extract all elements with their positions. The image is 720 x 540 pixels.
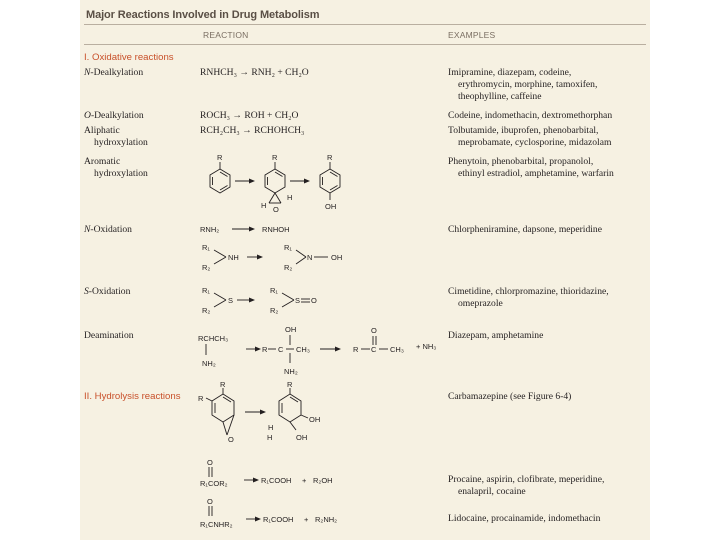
reaction-name-deamination: Deamination — [84, 330, 134, 341]
reaction-n-dealkylation: RNHCH₃ → RNH₂ + CH₂O — [200, 67, 309, 78]
chem-label: R — [287, 380, 293, 389]
chem-label: R — [272, 153, 278, 162]
chem-label: O — [228, 435, 234, 444]
column-header-reaction: REACTION — [203, 30, 249, 40]
examples-o-dealkylation: Codeine, indomethacin, dextromethorphan — [448, 110, 613, 121]
chem-label: O — [207, 458, 213, 467]
chem-label: N — [307, 253, 313, 262]
examples-aromatic-hydroxylation: Phenytoin, phenobarbital, propanolol, ethinyl estradiol, amphetamine, warfarin — [448, 156, 614, 179]
chem-label: R — [327, 153, 333, 162]
chem-label: R₁ — [270, 286, 278, 295]
chem-label: R₁COOH — [261, 476, 292, 485]
chem-label: S — [295, 296, 301, 305]
hydrolysis-ester-scheme — [198, 458, 398, 498]
chem-label: R₁COR₂ — [200, 479, 228, 488]
chem-label: R₂ — [202, 263, 211, 272]
chem-label: OH — [309, 415, 321, 424]
chem-label: NH₂ — [202, 359, 216, 368]
chem-label: OH — [325, 202, 337, 211]
section-oxidative: I. Oxidative reactions — [84, 52, 174, 63]
chem-label: H — [267, 433, 273, 442]
reaction-aliphatic-hydroxylation: RCH₂CH₃ → RCHOHCH₃ — [200, 125, 305, 136]
reaction-o-dealkylation: ROCH₃ → ROH + CH₂O — [200, 110, 299, 121]
examples-hydrolysis-amide: Lidocaine, procainamide, indomethacin — [448, 513, 601, 524]
chem-label: RNHOH — [262, 225, 290, 234]
chem-label: NH₂ — [284, 367, 298, 376]
chem-label: H — [287, 193, 293, 202]
reaction-name-o-dealkylation: O-Dealkylation — [84, 110, 144, 121]
examples-aliphatic-hydroxylation: Tolbutamide, ibuprofen, phenobarbital, meprobamate, cyclosporine, midazolam — [448, 125, 612, 148]
reaction-name-aliphatic-hydroxylation: Aliphatic hydroxylation — [84, 125, 148, 148]
section-hydrolysis: II. Hydrolysis reactions — [84, 391, 181, 402]
chem-label: R — [198, 394, 204, 403]
chem-label: H — [268, 423, 274, 432]
deamination-scheme — [198, 322, 448, 382]
table-panel — [80, 0, 650, 540]
chem-label: CH₃ — [390, 345, 404, 354]
s-oxidation-scheme — [200, 283, 350, 323]
examples-deamination: Diazepam, amphetamine — [448, 330, 544, 341]
chem-label: OH — [285, 325, 297, 334]
chem-label: C — [278, 345, 284, 354]
header-rule-top — [84, 24, 646, 25]
chem-label: OH — [296, 433, 308, 442]
chem-label: R₁ — [202, 243, 210, 252]
chem-label: R₂ — [284, 263, 293, 272]
reaction-name-aromatic-hydroxylation: Aromatic hydroxylation — [84, 156, 148, 179]
chem-label: R₁ — [202, 286, 210, 295]
chem-label: R — [262, 345, 268, 354]
aromatic-hydroxylation-scheme — [195, 150, 425, 220]
chem-label: CH₃ — [296, 345, 310, 354]
chem-label: R — [353, 345, 359, 354]
examples-hydrolysis-epoxide: Carbamazepine (see Figure 6-4) — [448, 391, 572, 402]
header-rule-bottom — [84, 44, 646, 45]
reaction-name-n-dealkylation: N-Dealkylation — [84, 67, 144, 78]
chem-label: R₂OH — [313, 476, 333, 485]
chem-label: + NH₃ — [416, 342, 437, 351]
chem-label: O — [311, 296, 317, 305]
chem-label: R — [217, 153, 223, 162]
chem-label: C — [371, 345, 377, 354]
chem-label: + — [304, 515, 309, 524]
chem-label: H — [261, 201, 267, 210]
chem-label: R₁COOH — [263, 515, 294, 524]
chem-label: R₂ — [270, 306, 279, 315]
examples-n-oxidation: Chlorpheniramine, dapsone, meperidine — [448, 224, 602, 235]
n-oxidation-scheme — [200, 220, 430, 280]
chem-label: O — [273, 205, 279, 214]
chem-label: + — [302, 476, 307, 485]
chem-label: R₂ — [202, 306, 211, 315]
examples-hydrolysis-ester: Procaine, aspirin, clofibrate, meperidine, enalapril, cocaine — [448, 474, 605, 497]
chem-label: S — [228, 296, 234, 305]
chem-label: RCHCH₃ — [198, 334, 229, 343]
chem-label: NH — [228, 253, 239, 262]
examples-s-oxidation: Cimetidine, chlorpromazine, thioridazine, omeprazole — [448, 286, 609, 309]
examples-n-dealkylation: Imipramine, diazepam, codeine, erythromycin, morphine, tamoxifen, theophylline, caffeine — [448, 67, 598, 102]
chem-label: O — [207, 497, 213, 506]
chem-label: R₂NH₂ — [315, 515, 338, 524]
hydrolysis-epoxide-scheme — [198, 382, 338, 452]
chem-label: R₁ — [284, 243, 292, 252]
page-title: Major Reactions Involved in Drug Metabolism — [86, 9, 320, 21]
reaction-name-s-oxidation: S-Oxidation — [84, 286, 131, 297]
hydrolysis-amide-scheme — [198, 497, 398, 537]
chem-label: R — [220, 380, 226, 389]
chem-label: R₁CNHR₂ — [200, 520, 233, 529]
chem-label: O — [371, 326, 377, 335]
chem-label: OH — [331, 253, 343, 262]
reaction-name-n-oxidation: N-Oxidation — [84, 224, 132, 235]
chem-label: RNH₂ — [200, 225, 220, 234]
column-header-examples: EXAMPLES — [448, 30, 496, 40]
